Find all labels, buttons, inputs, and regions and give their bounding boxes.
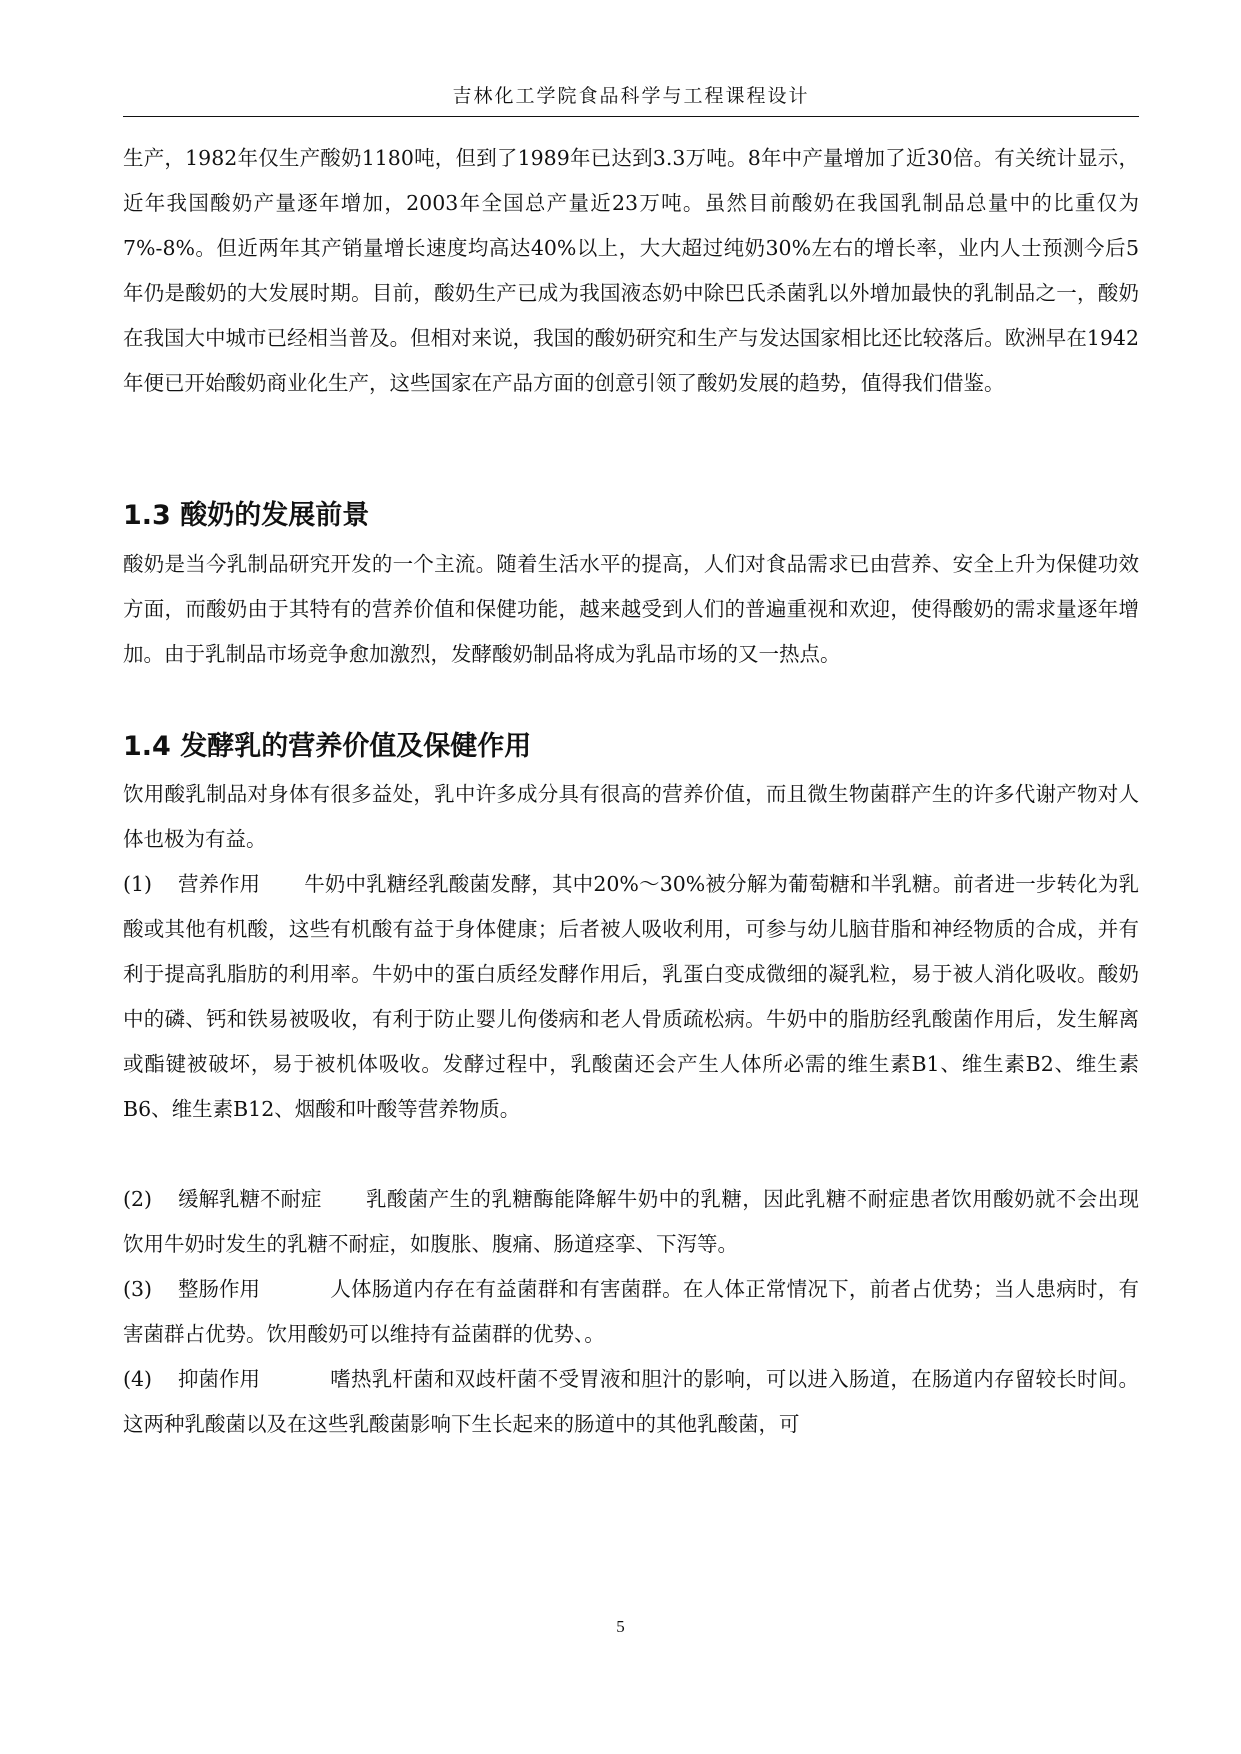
page-header-title: 吉林化工学院食品科学与工程课程设计	[452, 85, 810, 107]
item-number: (4)	[123, 1367, 153, 1391]
item-text: 乳酸菌产生的乳糖酶能降解牛奶中的乳糖，因此乳糖不耐症患者饮用酸奶就不会出现饮用牛奶时发生的乳糖不耐症，如腹胀、腹痛、肠道痉挛、下泻等。	[123, 1187, 1139, 1256]
section-1-4-paragraph: 饮用酸乳制品对身体有很多益处，乳中许多成分具有很高的营养价值，而且微生物菌群产生的许多代谢产物对人体也极为有益。	[123, 782, 1139, 851]
list-item-lactose-intolerance	[123, 1177, 1139, 1267]
header-divider	[123, 116, 1139, 117]
item-label: 缓解乳糖不耐症	[178, 1187, 322, 1211]
item-text: 牛奶中乳糖经乳酸菌发酵，其中20%～30%被分解为葡萄糖和半乳糖。前者进一步转化为乳酸或其他有机酸，这些有机酸有益于身体健康；后者被人吸收利用，可参与幼儿脑苷脂和神经物质的合成，并有利于提高乳脂肪的利用率。牛奶中的蛋白质经发酵作用后，乳蛋白变成微细的凝乳粒，易于被人消化吸收。酸奶中的磷、钙和铁易被吸收，有利于防止婴儿佝偻病和老人骨质疏松病。牛奶中的脂肪经乳酸菌作用后，发生解离或酯键被破坏，易于被机体吸收。发酵过程中，乳酸菌还会产生人体所必需的维生素B1、维生素B2、维生素B6、维生素B12、烟酸和叶酸等营养物质。	[123, 872, 1139, 1121]
list-item-antibacterial	[123, 1357, 1139, 1447]
item-label: 抑菌作用	[178, 1367, 261, 1391]
list-item-nutrition	[123, 862, 1139, 1132]
item-text: 嗜热乳杆菌和双歧杆菌不受胃液和胆汁的影响，可以进入肠道，在肠道内存留较长时间。这两种乳酸菌以及在这些乳酸菌影响下生长起来的肠道中的其他乳酸菌，可	[123, 1367, 1139, 1436]
list-item-intestinal-regulation	[123, 1267, 1139, 1357]
section-heading-1-3: 1.3 酸奶的发展前景	[123, 500, 370, 531]
item-number: (2)	[123, 1187, 153, 1211]
item-label: 营养作用	[178, 872, 261, 896]
item-label: 整肠作用	[178, 1277, 261, 1301]
item-text: 人体肠道内存在有益菌群和有害菌群。在人体正常情况下，前者占优势；当人患病时，有害菌群占优势。饮用酸奶可以维持有益菌群的优势、。	[123, 1277, 1139, 1346]
item-number: (3)	[123, 1277, 153, 1301]
page-number: 5	[616, 1617, 625, 1636]
section-heading-1-4: 1.4 发酵乳的营养价值及保健作用	[123, 731, 532, 762]
section-1-3-paragraph: 酸奶是当今乳制品研究开发的一个主流。随着生活水平的提高，人们对食品需求已由营养、安全上升为保健功效方面，而酸奶由于其特有的营养价值和保健功能，越来越受到人们的普遍重视和欢迎，使得酸奶的需求量逐年增加。由于乳制品市场竞争愈加激烈，发酵酸奶制品将成为乳品市场的又一热点。	[123, 552, 1139, 666]
intro-paragraph: 生产，1982年仅生产酸奶1180吨，但到了1989年已达到3.3万吨。8年中产量增加了近30倍。有关统计显示，近年我国酸奶产量逐年增加，2003年全国总产量近23万吨。虽然目前酸奶在我国乳制品总量中的比重仅为7%-8%。但近两年其产销量增长速度均高达40%以上，大大超过纯奶30%左右的增长率，业内人士预测今后5年仍是酸奶的大发展时期。目前，酸奶生产已成为我国液态奶中除巴氏杀菌乳以外增加最快的乳制品之一，酸奶在我国大中城市已经相当普及。但相对来说，我国的酸奶研究和生产与发达国家相比还比较落后。欧洲早在1942年便已开始酸奶商业化生产，这些国家在产品方面的创意引领了酸奶发展的趋势，值得我们借鉴。	[123, 146, 1139, 395]
item-number: (1)	[123, 872, 153, 896]
